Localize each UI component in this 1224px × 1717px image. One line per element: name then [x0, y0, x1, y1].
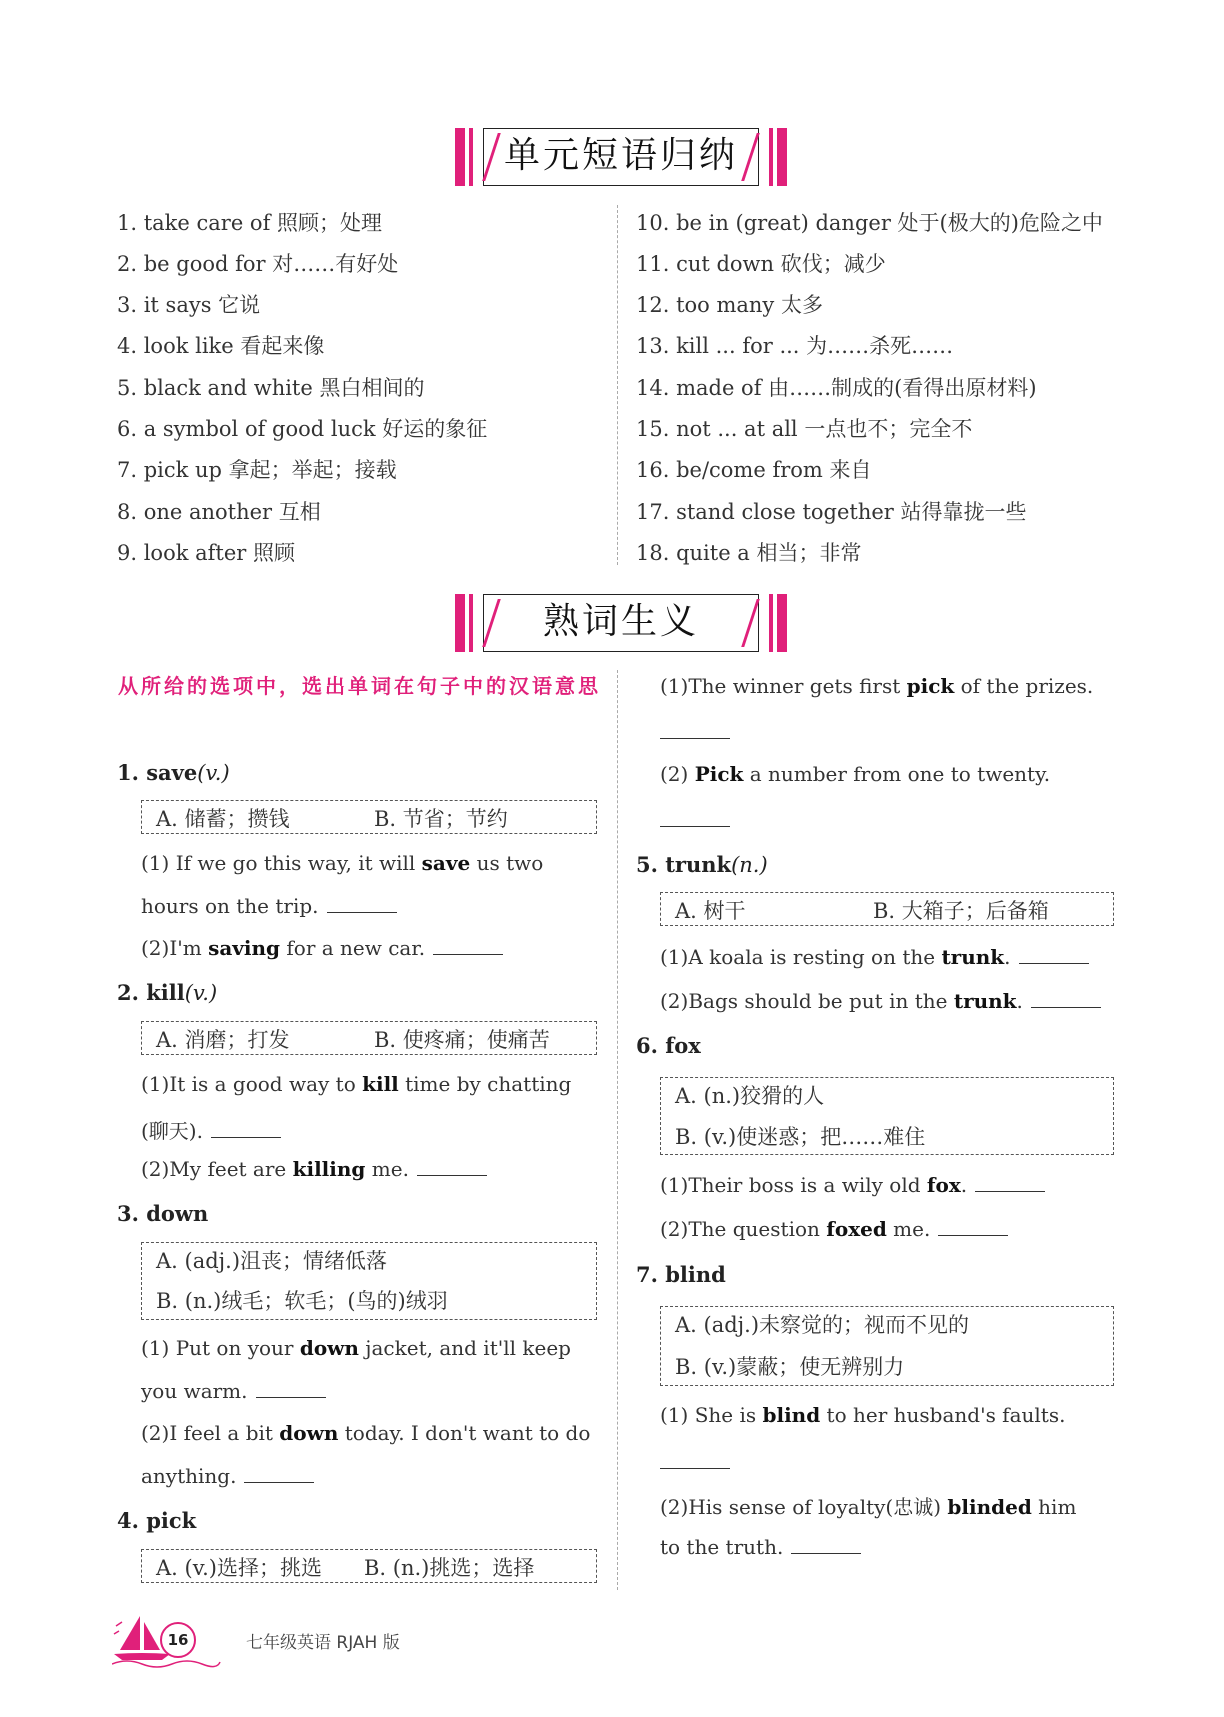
answer-blank[interactable]: [791, 1535, 861, 1554]
answer-blank[interactable]: [256, 1379, 326, 1398]
sentence: (2)I'm saving for a new car.: [141, 936, 503, 960]
answer-blank[interactable]: [244, 1464, 314, 1483]
instruction: 从所给的选项中，选出单词在句子中的汉语意思: [118, 674, 601, 698]
question-word: 3. down: [117, 1201, 209, 1226]
option-b: B. (v.)蒙蔽；使无辨别力: [675, 1355, 905, 1379]
option-a: A. (adj.)未察觉的；视而不见的: [675, 1313, 970, 1337]
sentence: (1) Put on your down jacket, and it'll keep: [141, 1336, 571, 1360]
answer-blank[interactable]: [1019, 945, 1089, 964]
option-a: A. (n.)狡猾的人: [675, 1084, 825, 1108]
sentence: (1)A koala is resting on the trunk.: [660, 945, 1089, 969]
sentence: (1)It is a good way to kill time by chatting: [141, 1072, 572, 1096]
options-box: [660, 1306, 1114, 1386]
sentence: (2)I feel a bit down today. I don't want to do: [141, 1421, 591, 1445]
answer-blank[interactable]: [211, 1119, 281, 1138]
answer-blank[interactable]: [433, 936, 503, 955]
sentence: (2)The question foxed me.: [660, 1217, 1008, 1241]
sentence: (2)His sense of loyalty(忠诚) blinded him: [660, 1495, 1077, 1519]
phrase-item: 5. black and white 黑白相间的: [117, 376, 425, 400]
sentence: (聊天).: [141, 1115, 281, 1144]
answer-blank[interactable]: [417, 1157, 487, 1176]
phrase-item: 17. stand close together 站得靠拢一些: [636, 500, 1027, 524]
option-a: A. 储蓄；攒钱: [156, 807, 290, 831]
phrase-item: 10. be in (great) danger 处于(极大的)危险之中: [636, 211, 1103, 235]
answer-blank[interactable]: [938, 1217, 1008, 1236]
sentence: you warm.: [141, 1379, 326, 1403]
question-word: 7. blind: [636, 1262, 726, 1287]
option-a: A. 消磨；打发: [156, 1028, 290, 1052]
option-b: B. (v.)使迷惑；把……难住: [675, 1125, 926, 1149]
section-title: 熟词生义: [542, 601, 699, 642]
phrase-item: 3. it says 它说: [117, 293, 261, 317]
options-box: [141, 1549, 597, 1583]
option-b: B. 节省；节约: [374, 807, 508, 831]
sentence: (1) She is blind to her husband's faults.: [660, 1403, 1066, 1427]
sentence: (1)The winner gets first pick of the prizes.: [660, 674, 1094, 698]
options-box: [141, 1021, 597, 1055]
phrase-item: 6. a symbol of good luck 好运的象征: [117, 417, 488, 441]
answer-blank[interactable]: [660, 1468, 730, 1469]
phrase-item: 16. be/come from 来自: [636, 458, 872, 482]
answer-blank[interactable]: [327, 894, 397, 913]
answer-blank[interactable]: [975, 1173, 1045, 1192]
answer-blank[interactable]: [1031, 989, 1101, 1008]
question-word: 6. fox: [636, 1033, 701, 1058]
phrase-item: 1. take care of 照顾；处理: [117, 211, 383, 235]
phrase-item: 7. pick up 拿起；举起；接载: [117, 458, 397, 482]
page-number: 16: [160, 1622, 196, 1658]
option-b: B. 使疼痛；使痛苦: [374, 1028, 550, 1052]
section-banner-phrases: [455, 128, 787, 186]
sentence: anything.: [141, 1464, 314, 1488]
option-a: A. 树干: [675, 899, 746, 923]
options-box: [141, 1242, 597, 1320]
options-box: [141, 800, 597, 834]
phrase-item: 18. quite a 相当；非常: [636, 541, 862, 565]
options-box: [660, 1077, 1114, 1155]
section-title: 单元短语归纳: [503, 135, 738, 176]
phrase-item: 14. made of 由……制成的(看得出原材料): [636, 376, 1037, 400]
sentence: (1)Their boss is a wily old fox.: [660, 1173, 1045, 1197]
sentence: (2)My feet are killing me.: [141, 1157, 487, 1181]
option-a: A. (adj.)沮丧；情绪低落: [156, 1249, 388, 1273]
column-divider: [617, 670, 618, 1590]
answer-blank[interactable]: [660, 826, 730, 827]
sentence: hours on the trip.: [141, 894, 397, 918]
option-b: B. 大箱子；后备箱: [873, 899, 1049, 923]
section-banner-vocab: [455, 594, 787, 652]
answer-blank[interactable]: [660, 738, 730, 739]
phrase-item: 12. too many 太多: [636, 293, 823, 317]
phrase-item: 9. look after 照顾: [117, 541, 295, 565]
phrase-item: 8. one another 互相: [117, 500, 321, 524]
option-a: A. (v.)选择；挑选: [156, 1556, 322, 1580]
column-divider: [617, 205, 618, 565]
phrase-item: 15. not ... at all 一点也不；完全不: [636, 417, 973, 441]
question-word: 5. trunk(n.): [636, 852, 768, 877]
sentence: (2)Bags should be put in the trunk.: [660, 989, 1101, 1013]
question-word: 2. kill(v.): [117, 980, 218, 1005]
phrase-item: 13. kill ... for ... 为……杀死……: [636, 334, 954, 358]
phrase-item: 11. cut down 砍伐；减少: [636, 252, 886, 276]
option-b: B. (n.)挑选；选择: [364, 1556, 535, 1580]
options-box: [660, 892, 1114, 926]
footer-book-title: 七年级英语 RJAH 版: [246, 1633, 400, 1653]
phrase-item: 4. look like 看起来像: [117, 334, 325, 358]
question-word: 4. pick: [117, 1508, 197, 1533]
sentence: (1) If we go this way, it will save us two: [141, 851, 544, 875]
sentence: to the truth.: [660, 1535, 861, 1559]
question-word: 1. save(v.): [117, 760, 230, 785]
phrase-item: 2. be good for 对……有好处: [117, 252, 399, 276]
option-b: B. (n.)绒毛；软毛；(鸟的)绒羽: [156, 1289, 448, 1313]
sentence: (2) Pick a number from one to twenty.: [660, 762, 1051, 786]
